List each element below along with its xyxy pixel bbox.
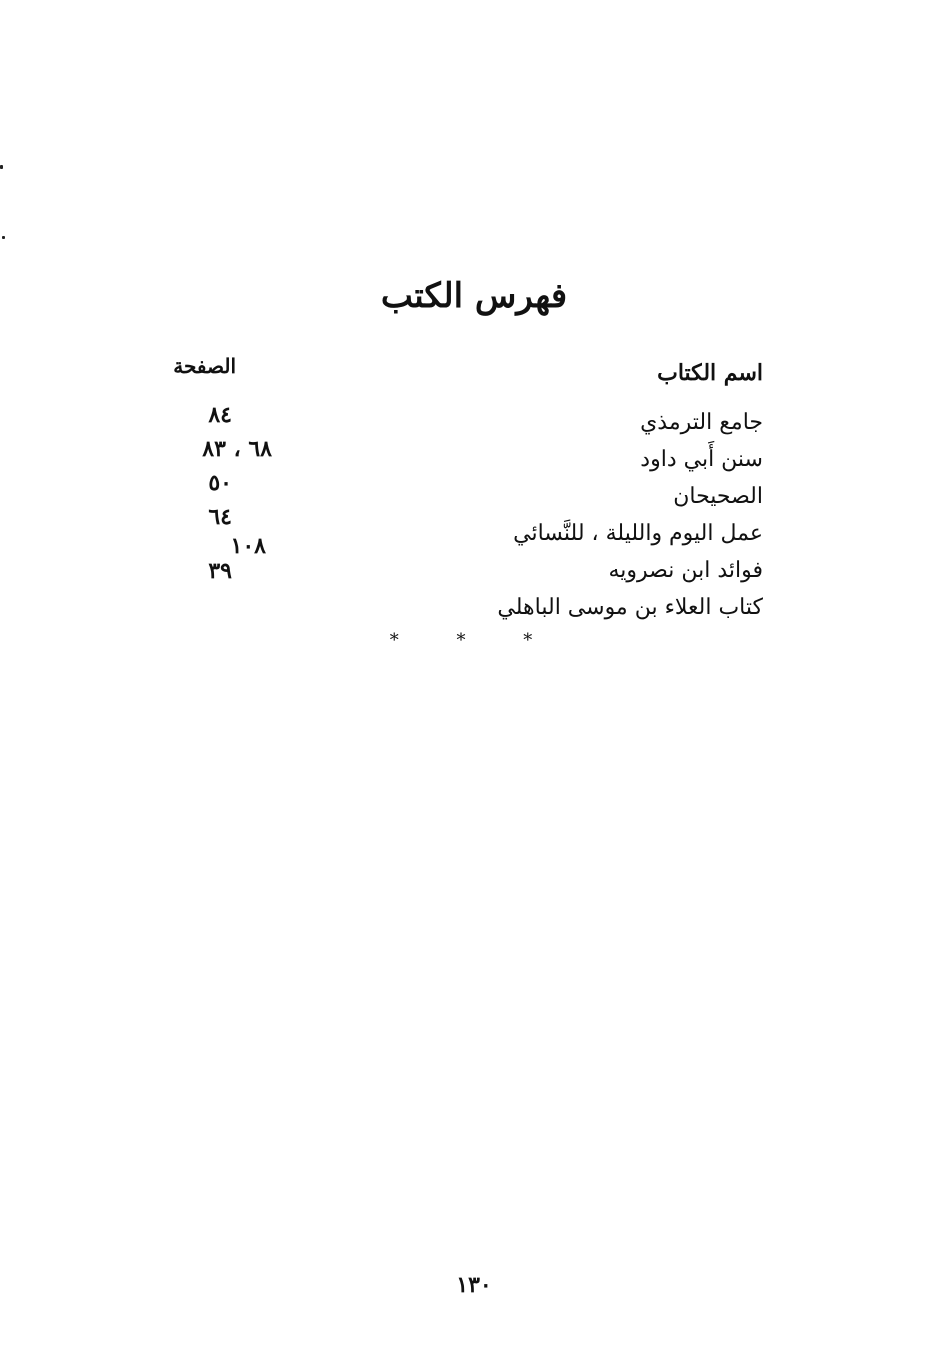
page-title: فهرس الكتب [380,276,568,316]
book-pages: ١٠٨ [230,533,266,559]
book-name-list [303,404,763,626]
section-divider: * * * [389,630,559,651]
column-header-book-name: اسم الكتاب [657,360,763,386]
page-number: ١٣٠ [456,1272,492,1298]
book-pages: ٦٤ [208,504,232,530]
book-name: سنن أَبي داود [640,447,763,472]
column-header-page: الصفحة [173,354,236,378]
scan-speck [2,236,5,239]
book-pages: ٣٩ [208,558,232,584]
book-pages: ٥٠ [208,470,232,496]
book-name: الصحيحان [673,484,763,509]
book-name: عمل اليوم والليلة ، للنَّسائي [513,521,763,546]
book-pages: ٨٤ [208,402,232,428]
book-name: جامع الترمذي [640,410,763,435]
scan-speck [0,165,3,169]
page-number-list [132,398,272,584]
book-name: كتاب العلاء بن موسى الباهلي [497,595,763,620]
book-pages: ٦٨ ، ٨٣ [202,436,272,462]
book-name: فوائد ابن نصرويه [608,558,763,583]
